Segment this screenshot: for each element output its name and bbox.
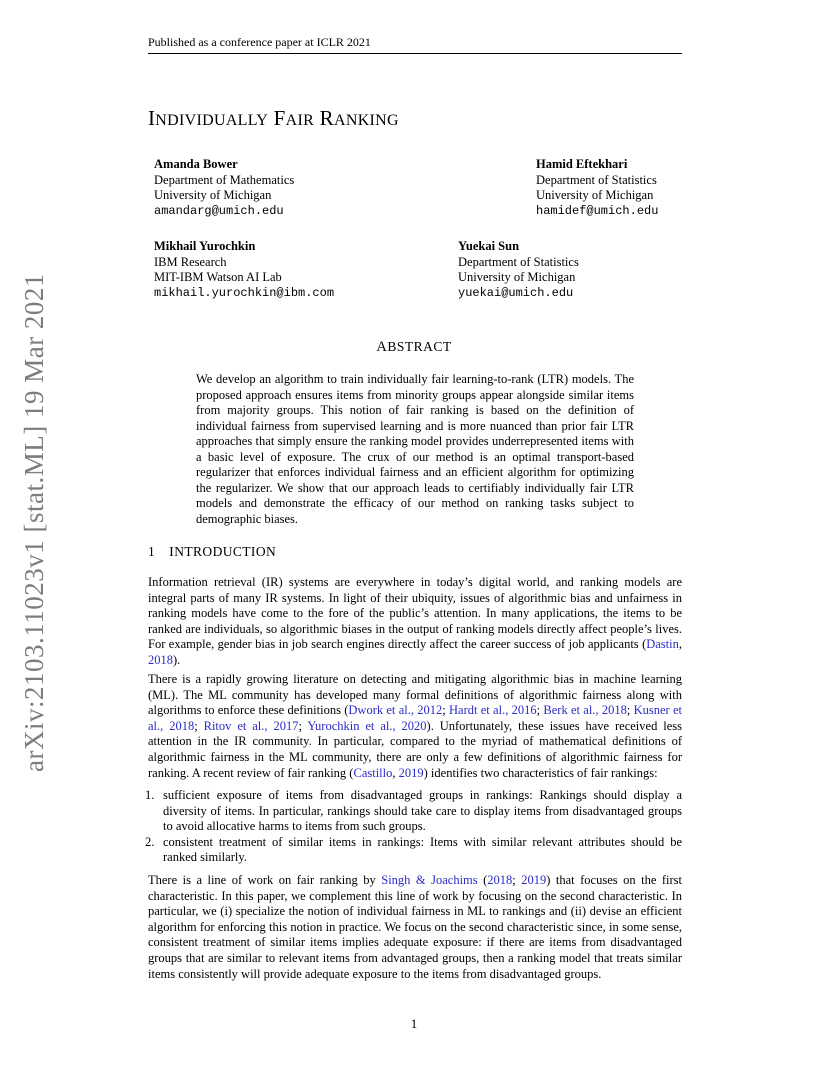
paragraph: Information retrieval (IR) systems are everywhere in today’s digital world, and ranking models are integral parts of many IR systems. In light of their ubiquity, issues of algorithmic bias and unfairness in ranking models have come to the fore of the public’s attention. In many applications, the items to be ranked are individuals, so algorithmic biases in the output of ranking models directly affect people’s lives. For example, gender bias in job search engines directly affect the career success of job applicants (Dastin, 2018).	[148, 575, 682, 667]
paragraph: There is a line of work on fair ranking by Singh & Joachims (2018; 2019) that focuses on the first characteristic. In this paper, we complement this line of work by focusing on the second characteristic. In particular, we (i) specialize the notion of individual fairness in ML to rankings and (ii) devise an efficient algorithm for enforcing this notion in practice. We focus on the second characteristic since, in some sense, consistent treatment of similar items implies adequate exposure: if there are items from disadvantaged groups that are similar to relevant items from advantaged groups, then a ranking model that treats similar items consistently will provide adequate exposure to the items from disadvantaged groups.	[148, 873, 682, 981]
citation-link[interactable]: Ritov et al., 2017	[203, 718, 299, 733]
author-block	[536, 157, 658, 219]
author-affiliation: University of Michigan	[154, 188, 272, 203]
author-block	[154, 239, 334, 301]
author-email: amandarg@umich.edu	[154, 203, 284, 218]
author-name: Hamid Eftekhari	[536, 157, 628, 171]
characteristics-list	[145, 788, 682, 866]
author-email: mikhail.yurochkin@ibm.com	[154, 285, 335, 300]
paragraph: There is a rapidly growing literature on detecting and mitigating algorithmic bias in machine learning (ML). The ML community has developed many formal definitions of algorithmic fairness along with algorithms to enforce these definitions (Dwork et al., 2012; Hardt et al., 2016; Berk et al., 2018; Kusner et al., 2018; Ritov et al., 2017; Yurochkin et al., 2020). Unfortunately, these issues have received less attention in the IR community. In particular, compared to the myriad of mathematical definitions of algorithmic fairness in the ML community, there are only a few definitions of algorithmic fairness for ranking. A recent review of fair ranking (Castillo, 2019) identifies two characteristics of fair rankings:	[148, 672, 682, 780]
author-block	[458, 239, 579, 301]
abstract-heading: ABSTRACT	[376, 339, 452, 355]
author-name: Yuekai Sun	[458, 239, 520, 253]
citation-link[interactable]: Singh & Joachims	[381, 873, 478, 887]
citation-link[interactable]: Yurochkin et al., 2020	[307, 718, 427, 733]
citation-link[interactable]: 2019	[398, 765, 424, 780]
author-name: Amanda Bower	[154, 157, 238, 171]
abstract-text: We develop an algorithm to train individually fair learning-to-rank (LTR) models. The proposed approach ensures items from minority groups appear alongside similar items from majority groups. This notion of fair ranking is based on the definition of individual fairness from supervised learning and is more nuanced than prior fair LTR approaches that simply ensure the ranking model provides underrepresented items with a basic level of exposure. The crux of our method is an optimal transport-based regularizer that enforces individual fairness and an efficient algorithm for optimizing the regularizer. We show that our approach leads to certifiably individually fair LTR models and demonstrate the efficacy of our method on ranking tasks subject to demographic biases.	[196, 372, 634, 526]
section-heading: 1 INTRODUCTION	[148, 544, 277, 560]
citation-link[interactable]: 2018	[487, 873, 513, 887]
author-affiliation: Department of Statistics	[458, 254, 579, 269]
author-affiliation: IBM Research	[154, 254, 227, 269]
citation-link[interactable]: Berk et al., 2018	[543, 703, 627, 718]
arxiv-identifier: arXiv:2103.11023v1 [stat.ML] 19 Mar 2021	[19, 273, 49, 772]
citation-link[interactable]: Castillo	[353, 765, 393, 780]
author-email: yuekai@umich.edu	[458, 285, 574, 300]
paper-title: INDIVIDUALLY FAIR RANKING	[148, 106, 399, 130]
author-affiliation: University of Michigan	[458, 270, 576, 285]
author-email: hamidef@umich.edu	[536, 203, 659, 218]
citation-link[interactable]: Hardt et al., 2016	[449, 703, 537, 718]
citation-link[interactable]: Dastin	[646, 637, 679, 652]
page-number: 1	[410, 1016, 418, 1031]
author-affiliation: Department of Statistics	[536, 172, 657, 187]
author-affiliation: Department of Mathematics	[154, 172, 295, 187]
citation-link[interactable]: 2019	[521, 873, 547, 887]
author-affiliation: University of Michigan	[536, 188, 654, 203]
list-item: 1. sufficient exposure of items from disadvantaged groups in rankings: Rankings should display a diversity of items. In particular, rankings should take care to display items from disadvantaged groups to avoid allocative harms to items from such groups.	[145, 788, 682, 834]
author-block	[154, 157, 294, 219]
citation-link[interactable]: Dwork et al., 2012	[348, 703, 443, 718]
running-header: Published as a conference paper at ICLR 2021	[148, 34, 682, 54]
citation-link[interactable]: 2018	[148, 652, 173, 667]
list-item: 2. consistent treatment of similar items in rankings: Items with similar relevant attributes should be ranked similarly.	[145, 834, 682, 865]
author-name: Mikhail Yurochkin	[154, 239, 256, 253]
author-affiliation: MIT-IBM Watson AI Lab	[154, 270, 282, 285]
citation-link[interactable]: Kusner et al., 2018	[148, 703, 682, 733]
